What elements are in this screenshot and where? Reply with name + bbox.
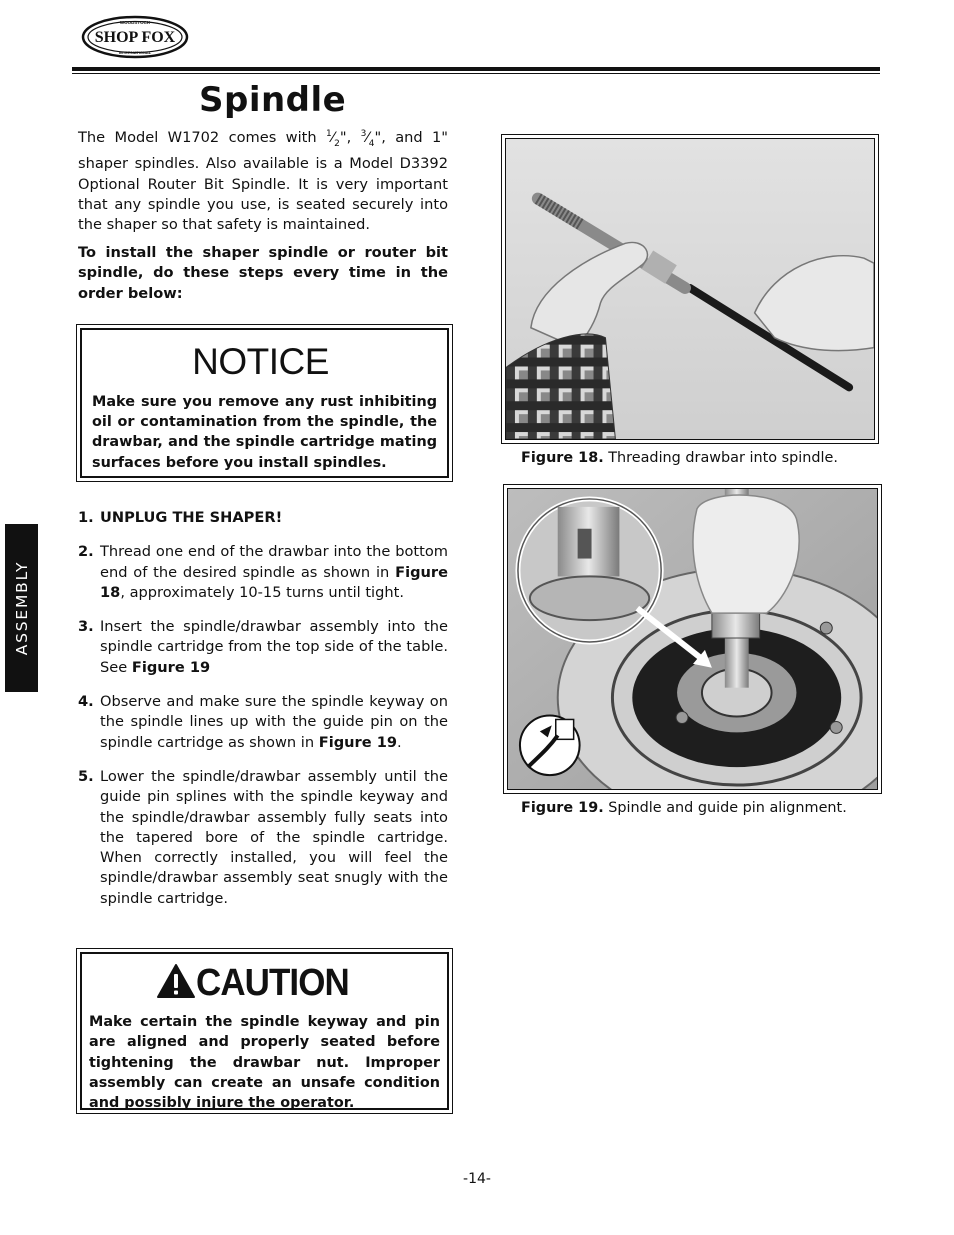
svg-text:INTERNATIONAL: INTERNATIONAL xyxy=(118,50,152,55)
caution-heading xyxy=(79,960,440,1006)
step-5: 5. Lower the spindle/drawbar assembly until the guide pin splines with the spindle keyway and the spindle/drawbar assembly fully seats into the tapered bore of the spindle cartridge. When correctly installed, you will feel the spindle/drawbar assembly seat snugly with the spindle cartridge. xyxy=(78,767,448,907)
figure-19-photo xyxy=(503,484,882,794)
figure-reference: Figure 19 xyxy=(318,733,398,751)
figure-reference: Figure 19 xyxy=(131,658,211,676)
figure-reference: Figure 18 xyxy=(100,563,448,601)
header-rule xyxy=(72,67,880,71)
install-lead-in: To install the shaper spindle or router bit spindle, do these steps every time in the order below: xyxy=(78,244,448,302)
caution-box xyxy=(76,948,453,1114)
notice-box xyxy=(76,324,453,482)
step-1: 1. UNPLUG THE SHAPER! xyxy=(78,509,283,526)
warning-triangle-icon xyxy=(156,963,196,1003)
notice-heading: NOTICE xyxy=(192,341,329,382)
figure-18-photo xyxy=(501,134,879,444)
caution-word: CAUTION xyxy=(196,961,350,1004)
figure-19-caption: Figure 19. Spindle and guide pin alignment. xyxy=(521,800,847,816)
shop-fox-logo xyxy=(80,14,190,60)
step-3: 3. Insert the spindle/drawbar assembly into the spindle cartridge from the top side of the table. See Figure 19 xyxy=(78,618,448,676)
figure-18-caption: Figure 18. Threading drawbar into spindle. xyxy=(521,450,838,466)
notice-text: Make sure you remove any rust inhibiting oil or contamination from the spindle, the drawbar, and the spindle cartridge mating surfaces before you install spindles. xyxy=(92,394,437,471)
intro-paragraph: The Model W1702 comes with $^1⁄_2$", $^3⁄_4$", and 1" shaper spindles. Also available is a Model D3392 Optional Router Bit Spindle. It is very important that any spindle you use, is seated securely into the shaper so that safety is maintained. xyxy=(78,129,448,234)
step-4: 4. Observe and make sure the spindle keyway on the spindle lines up with the guide pin on the spindle cartridge as shown in Figure 19. xyxy=(78,693,448,751)
svg-text:WOODSTOCK: WOODSTOCK xyxy=(119,20,151,25)
caution-text: Make certain the spindle keyway and pin are aligned and properly seated before tightening the drawbar nut. Improper assembly can create an unsafe condition and possibly injure the operator. xyxy=(89,1014,440,1112)
page-title: Spindle xyxy=(199,80,347,120)
header-rule-thin xyxy=(72,73,880,74)
page-number: -14- xyxy=(463,1171,491,1187)
svg-text:SHOP FOX: SHOP FOX xyxy=(94,29,176,46)
section-side-tab: ASSEMBLY xyxy=(5,524,38,692)
step-2: 2. Thread one end of the drawbar into the bottom end of the desired spindle as shown in Figure 18, approximately 10-15 turns until tight. xyxy=(78,543,448,601)
install-steps xyxy=(78,508,448,923)
